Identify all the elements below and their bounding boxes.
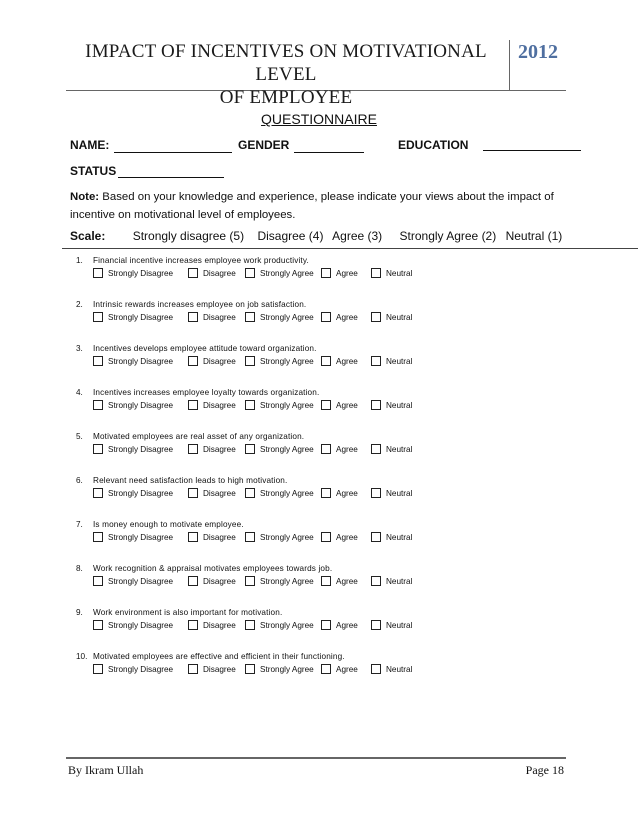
- answer-label: Strongly Disagree: [108, 400, 174, 410]
- answer-label: Strongly Disagree: [108, 356, 174, 366]
- answer-option[interactable]: [321, 356, 358, 366]
- answer-option[interactable]: [321, 312, 358, 322]
- answer-label: Strongly Agree: [260, 444, 314, 454]
- answer-checkbox[interactable]: [188, 400, 198, 410]
- answer-option[interactable]: [245, 400, 314, 410]
- answer-options: [93, 312, 513, 326]
- answer-checkbox[interactable]: [321, 532, 331, 542]
- answer-option[interactable]: [371, 312, 412, 322]
- answer-label: Disagree: [203, 268, 236, 278]
- answer-checkbox[interactable]: [245, 620, 255, 630]
- answer-checkbox[interactable]: [188, 620, 198, 630]
- question-number: 4.: [76, 388, 83, 397]
- question-number: 5.: [76, 432, 83, 441]
- answer-label: Strongly Agree: [260, 400, 314, 410]
- answer-options: [93, 444, 513, 458]
- answer-label: Disagree: [203, 400, 236, 410]
- answer-label: Disagree: [203, 664, 236, 674]
- answer-label: Agree: [336, 444, 358, 454]
- question-number: 3.: [76, 344, 83, 353]
- answer-checkbox[interactable]: [93, 532, 103, 542]
- answer-option[interactable]: [93, 312, 173, 322]
- answer-option[interactable]: [245, 312, 314, 322]
- answer-option[interactable]: [321, 268, 358, 278]
- question-number: 1.: [76, 256, 83, 265]
- answer-label: Agree: [336, 400, 358, 410]
- answer-checkbox[interactable]: [371, 576, 381, 586]
- answer-label: Strongly Agree: [260, 488, 314, 498]
- answer-checkbox[interactable]: [93, 444, 103, 454]
- answer-label: Agree: [336, 620, 358, 630]
- scale-label: Scale:: [70, 229, 106, 243]
- question-text: Is money enough to motivate employee.: [93, 520, 244, 529]
- answer-options: [93, 488, 513, 502]
- answer-option[interactable]: [188, 488, 236, 498]
- answer-checkbox[interactable]: [321, 268, 331, 278]
- answer-option[interactable]: [93, 356, 173, 366]
- answer-option[interactable]: [245, 576, 314, 586]
- question-number: 2.: [76, 300, 83, 309]
- answer-option[interactable]: [321, 532, 358, 542]
- answer-label: Disagree: [203, 576, 236, 586]
- answer-label: Agree: [336, 488, 358, 498]
- answer-option[interactable]: [371, 664, 412, 674]
- answer-label: Strongly Agree: [260, 268, 314, 278]
- scale-option-disagree: Disagree (4): [257, 229, 324, 243]
- answer-checkbox[interactable]: [321, 312, 331, 322]
- gender-field[interactable]: [294, 152, 364, 153]
- answer-option[interactable]: [245, 664, 314, 674]
- gender-label: GENDER: [238, 138, 290, 152]
- answer-option[interactable]: [371, 356, 412, 366]
- answer-option[interactable]: [93, 268, 173, 278]
- education-label: EDUCATION: [398, 138, 469, 152]
- status-field[interactable]: [118, 177, 224, 178]
- question-number: 7.: [76, 520, 83, 529]
- question-text: Relevant need satisfaction leads to high motivation.: [93, 476, 288, 485]
- scale-option-neutral: Neutral (1): [505, 229, 563, 243]
- answer-option[interactable]: [188, 400, 236, 410]
- answer-checkbox[interactable]: [245, 532, 255, 542]
- scale-option-agree: Agree (3): [332, 229, 383, 243]
- answer-checkbox[interactable]: [371, 268, 381, 278]
- answer-label: Agree: [336, 532, 358, 542]
- answer-checkbox[interactable]: [245, 444, 255, 454]
- answer-option[interactable]: [371, 400, 412, 410]
- answer-option[interactable]: [93, 664, 173, 674]
- answer-checkbox[interactable]: [188, 664, 198, 674]
- answer-label: Disagree: [203, 356, 236, 366]
- answer-checkbox[interactable]: [245, 268, 255, 278]
- answer-option[interactable]: [321, 444, 358, 454]
- question-number: 8.: [76, 564, 83, 573]
- answer-label: Strongly Agree: [260, 356, 314, 366]
- footer-divider: [66, 757, 566, 759]
- answer-checkbox[interactable]: [93, 576, 103, 586]
- answer-checkbox[interactable]: [93, 400, 103, 410]
- answer-option[interactable]: [188, 620, 236, 630]
- answer-option[interactable]: [321, 664, 358, 674]
- answer-label: Strongly Disagree: [108, 312, 174, 322]
- education-field[interactable]: [483, 150, 581, 151]
- question-text: Financial incentive increases employee work productivity.: [93, 256, 309, 265]
- answer-label: Agree: [336, 312, 358, 322]
- answer-checkbox[interactable]: [188, 268, 198, 278]
- answer-label: Neutral: [386, 620, 413, 630]
- note-text: Based on your knowledge and experience, please indicate your views about the impact of incentive on motivational level of employees.: [70, 191, 554, 221]
- answer-option[interactable]: [188, 312, 236, 322]
- answer-checkbox[interactable]: [93, 356, 103, 366]
- answer-options: [93, 620, 513, 634]
- answer-checkbox[interactable]: [188, 356, 198, 366]
- answer-checkbox[interactable]: [93, 488, 103, 498]
- answer-option[interactable]: [371, 532, 412, 542]
- rating-scale: [70, 229, 568, 243]
- answer-label: Strongly Disagree: [108, 532, 174, 542]
- answer-option[interactable]: [371, 444, 412, 454]
- answer-checkbox[interactable]: [321, 444, 331, 454]
- question-text: Work environment is also important for motivation.: [93, 608, 283, 617]
- question-text: Incentives develops employee attitude toward organization.: [93, 344, 317, 353]
- answer-option[interactable]: [371, 620, 412, 630]
- footer-author: By Ikram Ullah: [68, 763, 144, 777]
- answer-label: Neutral: [386, 488, 413, 498]
- answer-label: Neutral: [386, 356, 413, 366]
- answer-checkbox[interactable]: [93, 268, 103, 278]
- answer-label: Strongly Agree: [260, 620, 314, 630]
- answer-label: Neutral: [386, 576, 413, 586]
- answer-label: Disagree: [203, 444, 236, 454]
- answer-option[interactable]: [93, 532, 173, 542]
- answer-label: Strongly Disagree: [108, 576, 174, 586]
- answer-options: [93, 532, 513, 546]
- answer-checkbox[interactable]: [188, 444, 198, 454]
- answer-checkbox[interactable]: [321, 400, 331, 410]
- answer-label: Agree: [336, 576, 358, 586]
- answer-checkbox[interactable]: [321, 664, 331, 674]
- question-text: Motivated employees are real asset of any organization.: [93, 432, 305, 441]
- answer-label: Neutral: [386, 312, 413, 322]
- answer-label: Disagree: [203, 312, 236, 322]
- answer-checkbox[interactable]: [321, 576, 331, 586]
- answer-checkbox[interactable]: [245, 664, 255, 674]
- answer-checkbox[interactable]: [245, 488, 255, 498]
- question-number: 6.: [76, 476, 83, 485]
- answer-checkbox[interactable]: [371, 532, 381, 542]
- answer-option[interactable]: [188, 444, 236, 454]
- answer-checkbox[interactable]: [321, 620, 331, 630]
- answer-label: Disagree: [203, 488, 236, 498]
- answer-option[interactable]: [245, 356, 314, 366]
- answer-option[interactable]: [321, 488, 358, 498]
- answer-option[interactable]: [245, 532, 314, 542]
- answer-label: Strongly Agree: [260, 532, 314, 542]
- name-label: NAME:: [70, 138, 110, 152]
- answer-option[interactable]: [245, 444, 314, 454]
- answer-label: Agree: [336, 268, 358, 278]
- scale-option-strongly-agree: Strongly Agree (2): [399, 229, 497, 243]
- answer-label: Disagree: [203, 620, 236, 630]
- answer-options: [93, 268, 513, 282]
- answer-option[interactable]: [93, 620, 173, 630]
- answer-checkbox[interactable]: [188, 312, 198, 322]
- answer-option[interactable]: [245, 268, 314, 278]
- answer-label: Agree: [336, 664, 358, 674]
- question-number: 10.: [76, 652, 88, 661]
- answer-options: [93, 356, 513, 370]
- answer-checkbox[interactable]: [371, 356, 381, 366]
- answer-checkbox[interactable]: [245, 400, 255, 410]
- answer-checkbox[interactable]: [371, 488, 381, 498]
- answer-checkbox[interactable]: [371, 664, 381, 674]
- title-line-2: OF EMPLOYEE: [219, 87, 353, 108]
- answer-label: Strongly Disagree: [108, 268, 174, 278]
- status-label: STATUS: [70, 164, 117, 178]
- answer-label: Strongly Disagree: [108, 620, 174, 630]
- answer-checkbox[interactable]: [245, 312, 255, 322]
- answer-option[interactable]: [188, 268, 236, 278]
- answer-options: [93, 400, 513, 414]
- answer-option[interactable]: [321, 400, 358, 410]
- answer-checkbox[interactable]: [371, 444, 381, 454]
- answer-checkbox[interactable]: [188, 488, 198, 498]
- question-number: 9.: [76, 608, 83, 617]
- answer-option[interactable]: [93, 400, 173, 410]
- answer-label: Strongly Disagree: [108, 444, 174, 454]
- answer-option[interactable]: [93, 576, 173, 586]
- answer-checkbox[interactable]: [245, 356, 255, 366]
- instruction-note: [70, 188, 570, 224]
- answer-label: Strongly Agree: [260, 576, 314, 586]
- answer-option[interactable]: [371, 268, 412, 278]
- answer-checkbox[interactable]: [188, 532, 198, 542]
- answer-option[interactable]: [321, 576, 358, 586]
- note-label: Note:: [70, 191, 100, 203]
- scale-option-strongly-disagree: Strongly disagree (5): [132, 229, 245, 243]
- answer-label: Neutral: [386, 444, 413, 454]
- footer-page-number: Page 18: [525, 763, 564, 777]
- answer-label: Neutral: [386, 400, 413, 410]
- answer-checkbox[interactable]: [245, 576, 255, 586]
- answer-label: Strongly Disagree: [108, 488, 174, 498]
- answer-label: Neutral: [386, 664, 413, 674]
- question-text: Work recognition & appraisal motivates employees towards job.: [93, 564, 333, 573]
- answer-option[interactable]: [93, 488, 173, 498]
- answer-checkbox[interactable]: [321, 488, 331, 498]
- answer-checkbox[interactable]: [188, 576, 198, 586]
- answer-checkbox[interactable]: [371, 620, 381, 630]
- answer-checkbox[interactable]: [93, 620, 103, 630]
- answer-label: Neutral: [386, 532, 413, 542]
- answer-option[interactable]: [188, 664, 236, 674]
- answer-label: Agree: [336, 356, 358, 366]
- answer-option[interactable]: [371, 488, 412, 498]
- header-year: 2012: [518, 41, 558, 63]
- question-text: Motivated employees are effective and efficient in their functioning.: [93, 652, 345, 661]
- answer-checkbox[interactable]: [321, 356, 331, 366]
- answer-options: [93, 576, 513, 590]
- section-divider: [62, 248, 638, 249]
- document-title: [66, 40, 506, 109]
- question-text: Intrinsic rewards increases employee on job satisfaction.: [93, 300, 307, 309]
- answer-label: Strongly Disagree: [108, 664, 174, 674]
- answer-checkbox[interactable]: [93, 312, 103, 322]
- answer-option[interactable]: [321, 620, 358, 630]
- name-field[interactable]: [114, 152, 232, 153]
- questionnaire-title: QUESTIONNAIRE: [261, 111, 377, 127]
- answer-option[interactable]: [188, 532, 236, 542]
- answer-label: Strongly Agree: [260, 312, 314, 322]
- answer-checkbox[interactable]: [93, 664, 103, 674]
- answer-label: Neutral: [386, 268, 413, 278]
- answer-option[interactable]: [188, 576, 236, 586]
- answer-label: Strongly Agree: [260, 664, 314, 674]
- answer-option[interactable]: [245, 620, 314, 630]
- answer-label: Disagree: [203, 532, 236, 542]
- questionnaire-heading: [0, 111, 638, 127]
- answer-option[interactable]: [188, 356, 236, 366]
- page-header: [66, 40, 566, 108]
- answer-checkbox[interactable]: [371, 312, 381, 322]
- header-divider: [509, 40, 510, 90]
- answer-option[interactable]: [93, 444, 173, 454]
- answer-checkbox[interactable]: [371, 400, 381, 410]
- title-line-1: IMPACT OF INCENTIVES ON MOTIVATIONAL LEVEL: [85, 41, 487, 85]
- answer-options: [93, 664, 513, 678]
- question-text: Incentives increases employee loyalty towards organization.: [93, 388, 320, 397]
- answer-option[interactable]: [245, 488, 314, 498]
- answer-option[interactable]: [371, 576, 412, 586]
